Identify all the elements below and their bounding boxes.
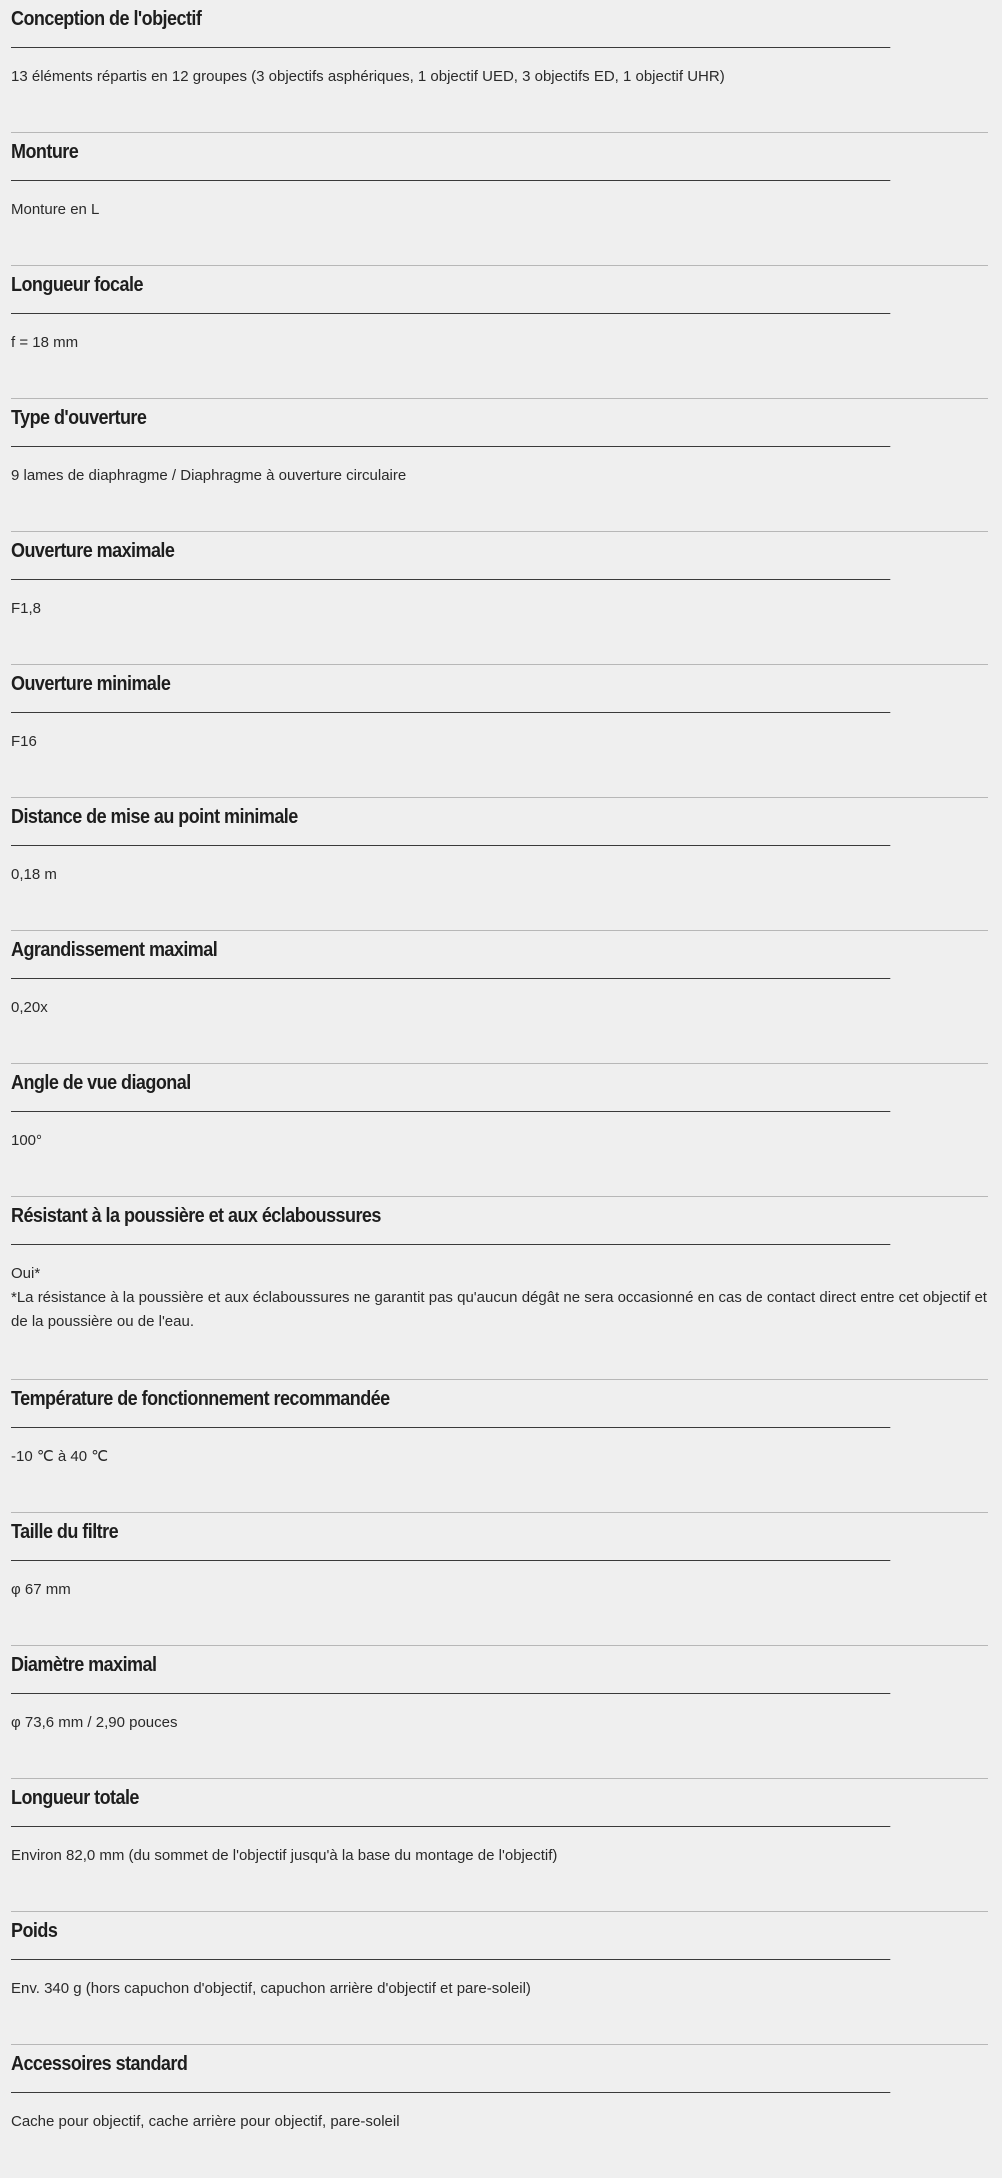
spec-title: Accessoires standard <box>11 2045 890 2093</box>
spec-title: Température de fonctionnement recommandée <box>11 1380 890 1428</box>
spec-value: 13 éléments répartis en 12 groupes (3 objectifs asphériques, 1 objectif UED, 3 objectifs ED, 1 objectif UHR) <box>11 68 725 85</box>
spec-value: 0,18 m <box>11 866 57 883</box>
spec-min-aperture <box>11 665 988 798</box>
spec-value: 0,20x <box>11 999 48 1016</box>
spec-title: Type d'ouverture <box>11 399 890 447</box>
spec-min-focus-distance <box>11 798 988 931</box>
spec-footnote: *La résistance à la poussière et aux éclaboussures ne garantit pas qu'aucun dégât ne sera occasionné en cas de contact direct entre cet objectif et de la poussière ou de l'eau. <box>11 1289 987 1330</box>
spec-focal-length <box>11 266 988 399</box>
spec-title: Diamètre maximal <box>11 1646 890 1694</box>
spec-value: f = 18 mm <box>11 334 79 351</box>
spec-aperture-type <box>11 399 988 532</box>
spec-value: φ 73,6 mm / 2,90 pouces <box>11 1714 178 1731</box>
spec-total-length <box>11 1779 988 1912</box>
spec-max-magnification <box>11 931 988 1064</box>
spec-value: -10 ℃ à 40 ℃ <box>11 1448 109 1465</box>
spec-value-group <box>11 1245 988 1334</box>
spec-weight <box>11 1912 988 2045</box>
spec-title: Agrandissement maximal <box>11 931 890 979</box>
spec-weather-resistance <box>11 1197 988 1380</box>
spec-title: Conception de l'objectif <box>11 0 890 48</box>
spec-title: Taille du filtre <box>11 1513 890 1561</box>
spec-value: Environ 82,0 mm (du sommet de l'objectif jusqu'à la base du montage de l'objectif) <box>11 1847 558 1864</box>
spec-value: φ 67 mm <box>11 1581 71 1598</box>
spec-title: Poids <box>11 1912 890 1960</box>
spec-title: Ouverture minimale <box>11 665 890 713</box>
spec-title: Angle de vue diagonal <box>11 1064 890 1112</box>
spec-lens-construction <box>11 0 988 133</box>
spec-value: F16 <box>11 733 37 750</box>
spec-value: 100° <box>11 1132 43 1149</box>
spec-title: Longueur totale <box>11 1779 890 1827</box>
spec-title: Longueur focale <box>11 266 890 314</box>
spec-value: Oui* <box>11 1265 41 1282</box>
spec-operating-temperature <box>11 1380 988 1513</box>
spec-standard-accessories <box>11 2045 988 2178</box>
spec-title: Ouverture maximale <box>11 532 890 580</box>
spec-value: 9 lames de diaphragme / Diaphragme à ouverture circulaire <box>11 467 407 484</box>
spec-title: Résistant à la poussière et aux éclaboussures <box>11 1197 890 1245</box>
spec-filter-size <box>11 1513 988 1646</box>
spec-value: Monture en L <box>11 201 100 218</box>
spec-value: F1,8 <box>11 600 42 617</box>
spec-mount <box>11 133 988 266</box>
spec-title: Monture <box>11 133 890 181</box>
spec-max-diameter <box>11 1646 988 1779</box>
spec-angle-of-view <box>11 1064 988 1197</box>
spec-value: Env. 340 g (hors capuchon d'objectif, capuchon arrière d'objectif et pare-soleil) <box>11 1980 531 1997</box>
spec-title: Distance de mise au point minimale <box>11 798 890 846</box>
spec-value: Cache pour objectif, cache arrière pour objectif, pare-soleil <box>11 2113 400 2130</box>
spec-max-aperture <box>11 532 988 665</box>
